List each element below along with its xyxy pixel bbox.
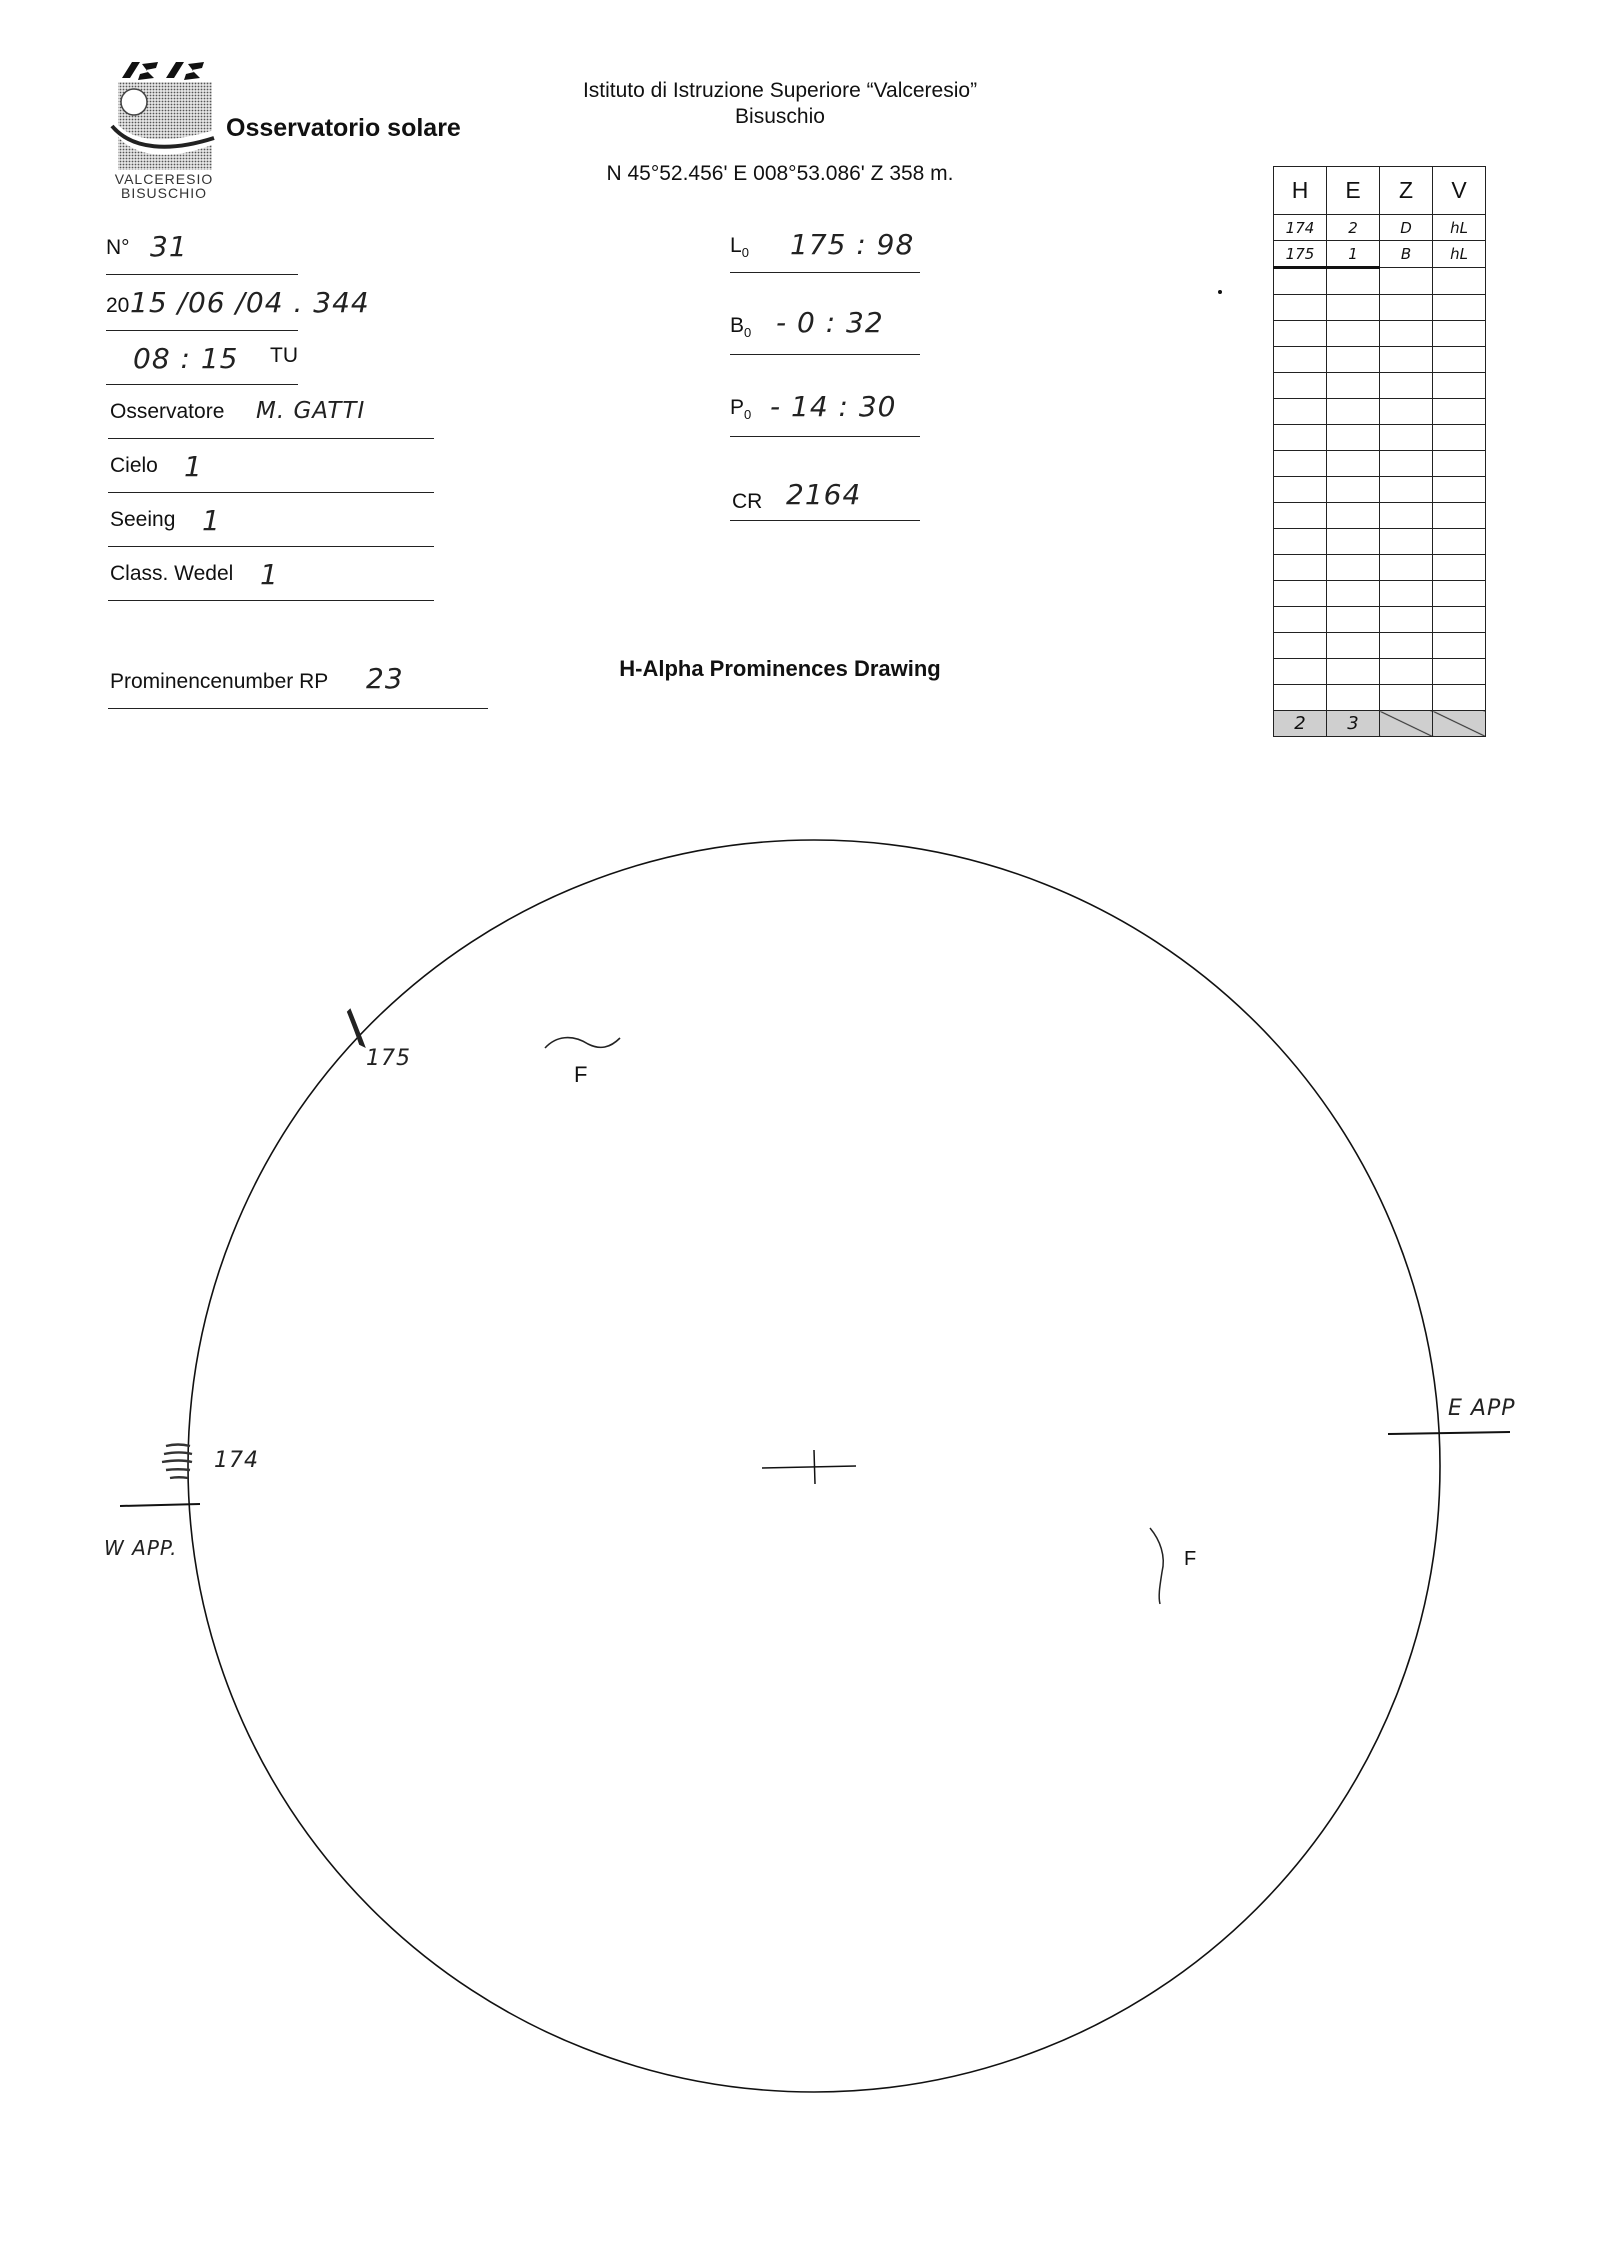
site-coordinates: N 45°52.456' E 008°53.086' Z 358 m.	[606, 162, 954, 185]
seeing-value: 1	[202, 504, 221, 537]
disk-center-cross-h	[762, 1466, 856, 1468]
date-prefix: 20	[106, 294, 130, 317]
header-h: H	[1274, 167, 1327, 215]
east-marker-line	[1388, 1432, 1510, 1434]
observer-value: M. GATTI	[256, 398, 366, 424]
p0-value: - 14 : 30	[770, 390, 897, 423]
prominence-175-mark	[348, 1010, 364, 1046]
total-e: 3	[1327, 711, 1380, 737]
cell-z: D	[1380, 215, 1433, 241]
filament-2-label: F	[1184, 1548, 1197, 1570]
cell-v: hL	[1433, 241, 1486, 268]
sky-value: 1	[184, 450, 203, 483]
total-h: 2	[1274, 711, 1327, 737]
drawing-title: H-Alpha Prominences Drawing	[619, 656, 941, 681]
filament-1-label: F	[574, 1062, 588, 1087]
b0-subscript: 0	[744, 325, 752, 341]
observer-label: Osservatore	[110, 400, 225, 423]
west-marker-line	[120, 1504, 200, 1506]
disk-center-cross-v	[814, 1450, 815, 1484]
institute-town: Bisuschio	[735, 105, 825, 128]
filament-1-mark	[545, 1038, 620, 1048]
logo-caption-line2: BISUSCHIO	[120, 185, 207, 201]
header-v: V	[1433, 167, 1486, 215]
paper-speck	[1218, 290, 1222, 294]
wedel-value: 1	[260, 558, 279, 591]
east-label: E APP	[1448, 1396, 1516, 1421]
time-label: TU	[270, 344, 298, 367]
filament-2-mark	[1150, 1528, 1163, 1604]
b0-label-text: B	[730, 314, 745, 337]
b0-value: - 0 : 32	[776, 306, 884, 339]
seeing-label: Seeing	[110, 508, 176, 531]
cell-h: 174	[1274, 215, 1327, 241]
observatory-title: Osservatorio solare	[226, 114, 461, 142]
cr-label: CR	[732, 490, 763, 513]
cell-e: 1	[1327, 241, 1380, 268]
west-label: W APP.	[104, 1536, 178, 1560]
institute-name: Istituto di Istruzione Superiore “Valceresio”	[582, 79, 978, 102]
cell-e: 2	[1327, 215, 1380, 241]
header-e: E	[1327, 167, 1380, 215]
cell-h: 175	[1274, 241, 1327, 268]
l0-value: 175 : 98	[790, 228, 915, 261]
date-value: 15 /06 /04 . 344	[130, 286, 370, 319]
l0-subscript: 0	[741, 245, 749, 261]
p0-label-text: P	[730, 396, 745, 419]
p0-subscript: 0	[744, 407, 752, 423]
prominence-175-label: 175	[366, 1046, 411, 1071]
header-z: Z	[1380, 167, 1433, 215]
prominence-174-label: 174	[214, 1448, 259, 1473]
cr-value: 2164	[786, 478, 862, 511]
wedel-label: Class. Wedel	[110, 562, 234, 585]
sky-label: Cielo	[110, 454, 158, 477]
number-label: N°	[106, 236, 130, 259]
l0-label-text: L	[730, 234, 742, 257]
number-value: 31	[150, 230, 188, 263]
prominence-number-label: Prominencenumber RP	[110, 670, 329, 693]
cell-v: hL	[1433, 215, 1486, 241]
logo-caption-line1: VALCERESIO	[114, 171, 214, 187]
time-value: 08 : 15	[133, 342, 239, 375]
cell-z: B	[1380, 241, 1433, 268]
prominence-number-value: 23	[366, 662, 404, 695]
